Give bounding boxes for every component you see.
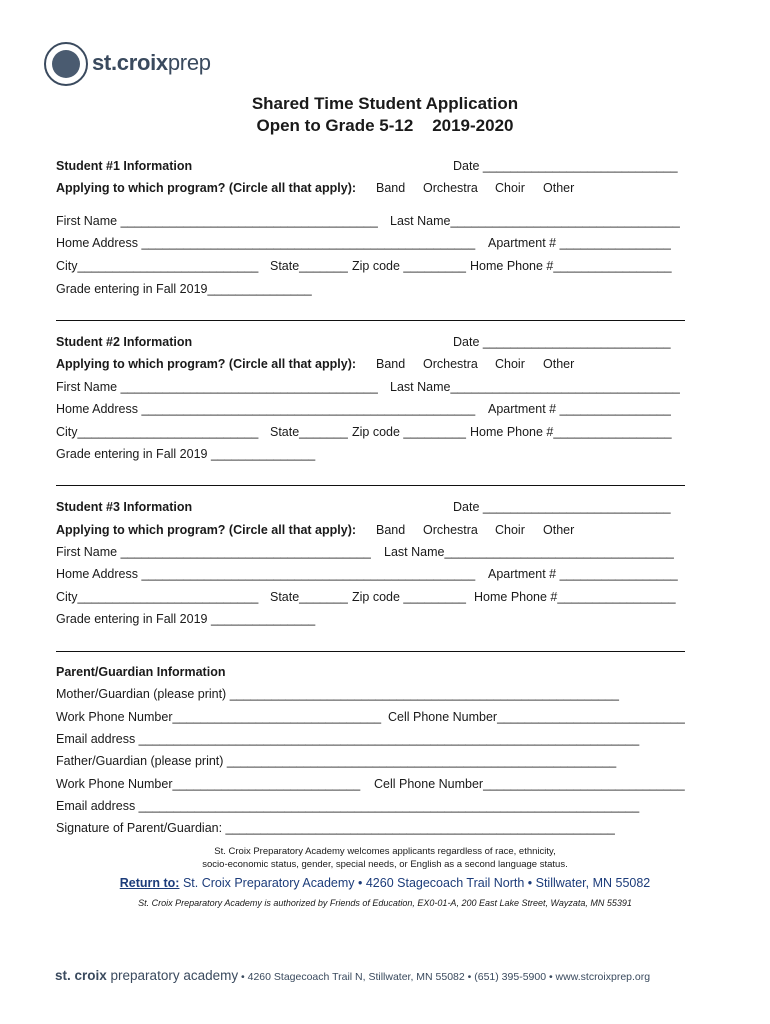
student-3-program-prompt: Applying to which program? (Circle all that apply):	[56, 523, 357, 537]
section-divider	[56, 651, 685, 652]
student-2-grade-field[interactable]: Grade entering in Fall 2019 _______________	[56, 447, 316, 461]
student-1-zip-field[interactable]: Zip code _________	[352, 259, 466, 273]
student-3-last-name-field[interactable]: Last Name_________________________________	[384, 545, 674, 559]
student-2-state-field[interactable]: State_______	[270, 425, 348, 439]
student-1-program-band[interactable]: Band	[376, 181, 406, 195]
student-1-program-orchestra[interactable]: Orchestra	[423, 181, 478, 195]
student-3-program-choir[interactable]: Choir	[495, 523, 525, 537]
student-1-home-phone-field[interactable]: Home Phone #_________________	[470, 259, 672, 273]
nondiscrimination-notice-line2: socio-economic status, gender, special needs, or English as a second language status.	[202, 859, 568, 870]
student-2-first-name-field[interactable]: First Name _____________________________________	[56, 380, 378, 394]
cell-phone-2-field[interactable]: Cell Phone Number_____________________________	[374, 777, 685, 791]
section-divider	[56, 320, 685, 321]
student-1-program-choir[interactable]: Choir	[495, 181, 525, 195]
student-1-last-name-field[interactable]: Last Name_________________________________	[390, 214, 680, 228]
student-3-program-other[interactable]: Other	[543, 523, 575, 537]
student-3-program-orchestra[interactable]: Orchestra	[423, 523, 478, 537]
student-2-home-phone-field[interactable]: Home Phone #_________________	[470, 425, 672, 439]
return-address: Return to: St. Croix Preparatory Academy • 4260 Stagecoach Trail North • Stillwater, MN 55082	[119, 876, 651, 890]
section-divider	[56, 485, 685, 486]
work-phone-1-field[interactable]: Work Phone Number______________________________	[56, 710, 382, 724]
student-2-date-field[interactable]: Date ___________________________	[453, 335, 671, 349]
student-2-apartment-field[interactable]: Apartment # ________________	[488, 402, 671, 416]
email-2-field[interactable]: Email address ________________________________________________________________________	[56, 799, 640, 813]
student-3-home-phone-field[interactable]: Home Phone #_________________	[474, 590, 676, 604]
student-2-program-prompt: Applying to which program? (Circle all that apply):	[56, 357, 357, 371]
school-seal-logo	[44, 42, 88, 86]
nondiscrimination-notice-line1: St. Croix Preparatory Academy welcomes applicants regardless of race, ethnicity,	[214, 846, 556, 857]
student-1-program-prompt: Applying to which program? (Circle all that apply):	[56, 181, 357, 195]
student-1-date-field[interactable]: Date ____________________________	[453, 159, 678, 173]
student-2-program-other[interactable]: Other	[543, 357, 575, 371]
student-3-date-field[interactable]: Date ___________________________	[453, 500, 671, 514]
authorization-notice: St. Croix Preparatory Academy is authorized by Friends of Education, EX0-01-A, 200 East Lake Street, Wayzata, MN 55391	[138, 898, 632, 908]
student-2-last-name-field[interactable]: Last Name_________________________________	[390, 380, 680, 394]
student-1-apartment-field[interactable]: Apartment # ________________	[488, 236, 671, 250]
student-1-program-other[interactable]: Other	[543, 181, 575, 195]
student-2-program-choir[interactable]: Choir	[495, 357, 525, 371]
student-3-heading: Student #3 Information	[56, 500, 193, 514]
student-3-state-field[interactable]: State_______	[270, 590, 348, 604]
student-1-home-address-field[interactable]: Home Address ________________________________________________	[56, 236, 476, 250]
student-1-city-field[interactable]: City__________________________	[56, 259, 259, 273]
student-3-first-name-field[interactable]: First Name ____________________________________	[56, 545, 371, 559]
student-2-zip-field[interactable]: Zip code _________	[352, 425, 466, 439]
student-1-first-name-field[interactable]: First Name _____________________________________	[56, 214, 378, 228]
email-1-field[interactable]: Email address ________________________________________________________________________	[56, 732, 640, 746]
student-1-state-field[interactable]: State_______	[270, 259, 348, 273]
student-3-grade-field[interactable]: Grade entering in Fall 2019 _______________	[56, 612, 316, 626]
signature-field[interactable]: Signature of Parent/Guardian: ________________________________________________________	[56, 821, 615, 835]
student-3-apartment-field[interactable]: Apartment # _________________	[488, 567, 678, 581]
student-2-program-band[interactable]: Band	[376, 357, 406, 371]
student-2-home-address-field[interactable]: Home Address ________________________________________________	[56, 402, 476, 416]
student-3-zip-field[interactable]: Zip code _________	[352, 590, 466, 604]
student-3-city-field[interactable]: City__________________________	[56, 590, 259, 604]
form-title-line1: Shared Time Student Application	[251, 94, 519, 113]
form-title-line2: Open to Grade 5-12 2019-2020	[256, 116, 514, 135]
cell-phone-1-field[interactable]: Cell Phone Number___________________________	[388, 710, 685, 724]
student-2-program-orchestra[interactable]: Orchestra	[423, 357, 478, 371]
brand-logo: st.croixprep	[92, 50, 211, 75]
student-2-city-field[interactable]: City__________________________	[56, 425, 259, 439]
student-2-heading: Student #2 Information	[56, 335, 193, 349]
student-3-program-band[interactable]: Band	[376, 523, 406, 537]
student-1-heading: Student #1 Information	[56, 159, 193, 173]
mother-guardian-field[interactable]: Mother/Guardian (please print) ________________________________________________________	[56, 687, 620, 701]
work-phone-2-field[interactable]: Work Phone Number___________________________	[56, 777, 361, 791]
parent-heading: Parent/Guardian Information	[56, 665, 226, 679]
student-3-home-address-field[interactable]: Home Address ________________________________________________	[56, 567, 476, 581]
father-guardian-field[interactable]: Father/Guardian (please print) ________________________________________________________	[56, 754, 617, 768]
footer-contact: st. croix preparatory academy • 4260 Stagecoach Trail N, Stillwater, MN 55082 • (651) 395-5900 • www.stcroixprep.org	[55, 968, 651, 983]
student-1-grade-field[interactable]: Grade entering in Fall 2019_______________	[56, 282, 312, 296]
